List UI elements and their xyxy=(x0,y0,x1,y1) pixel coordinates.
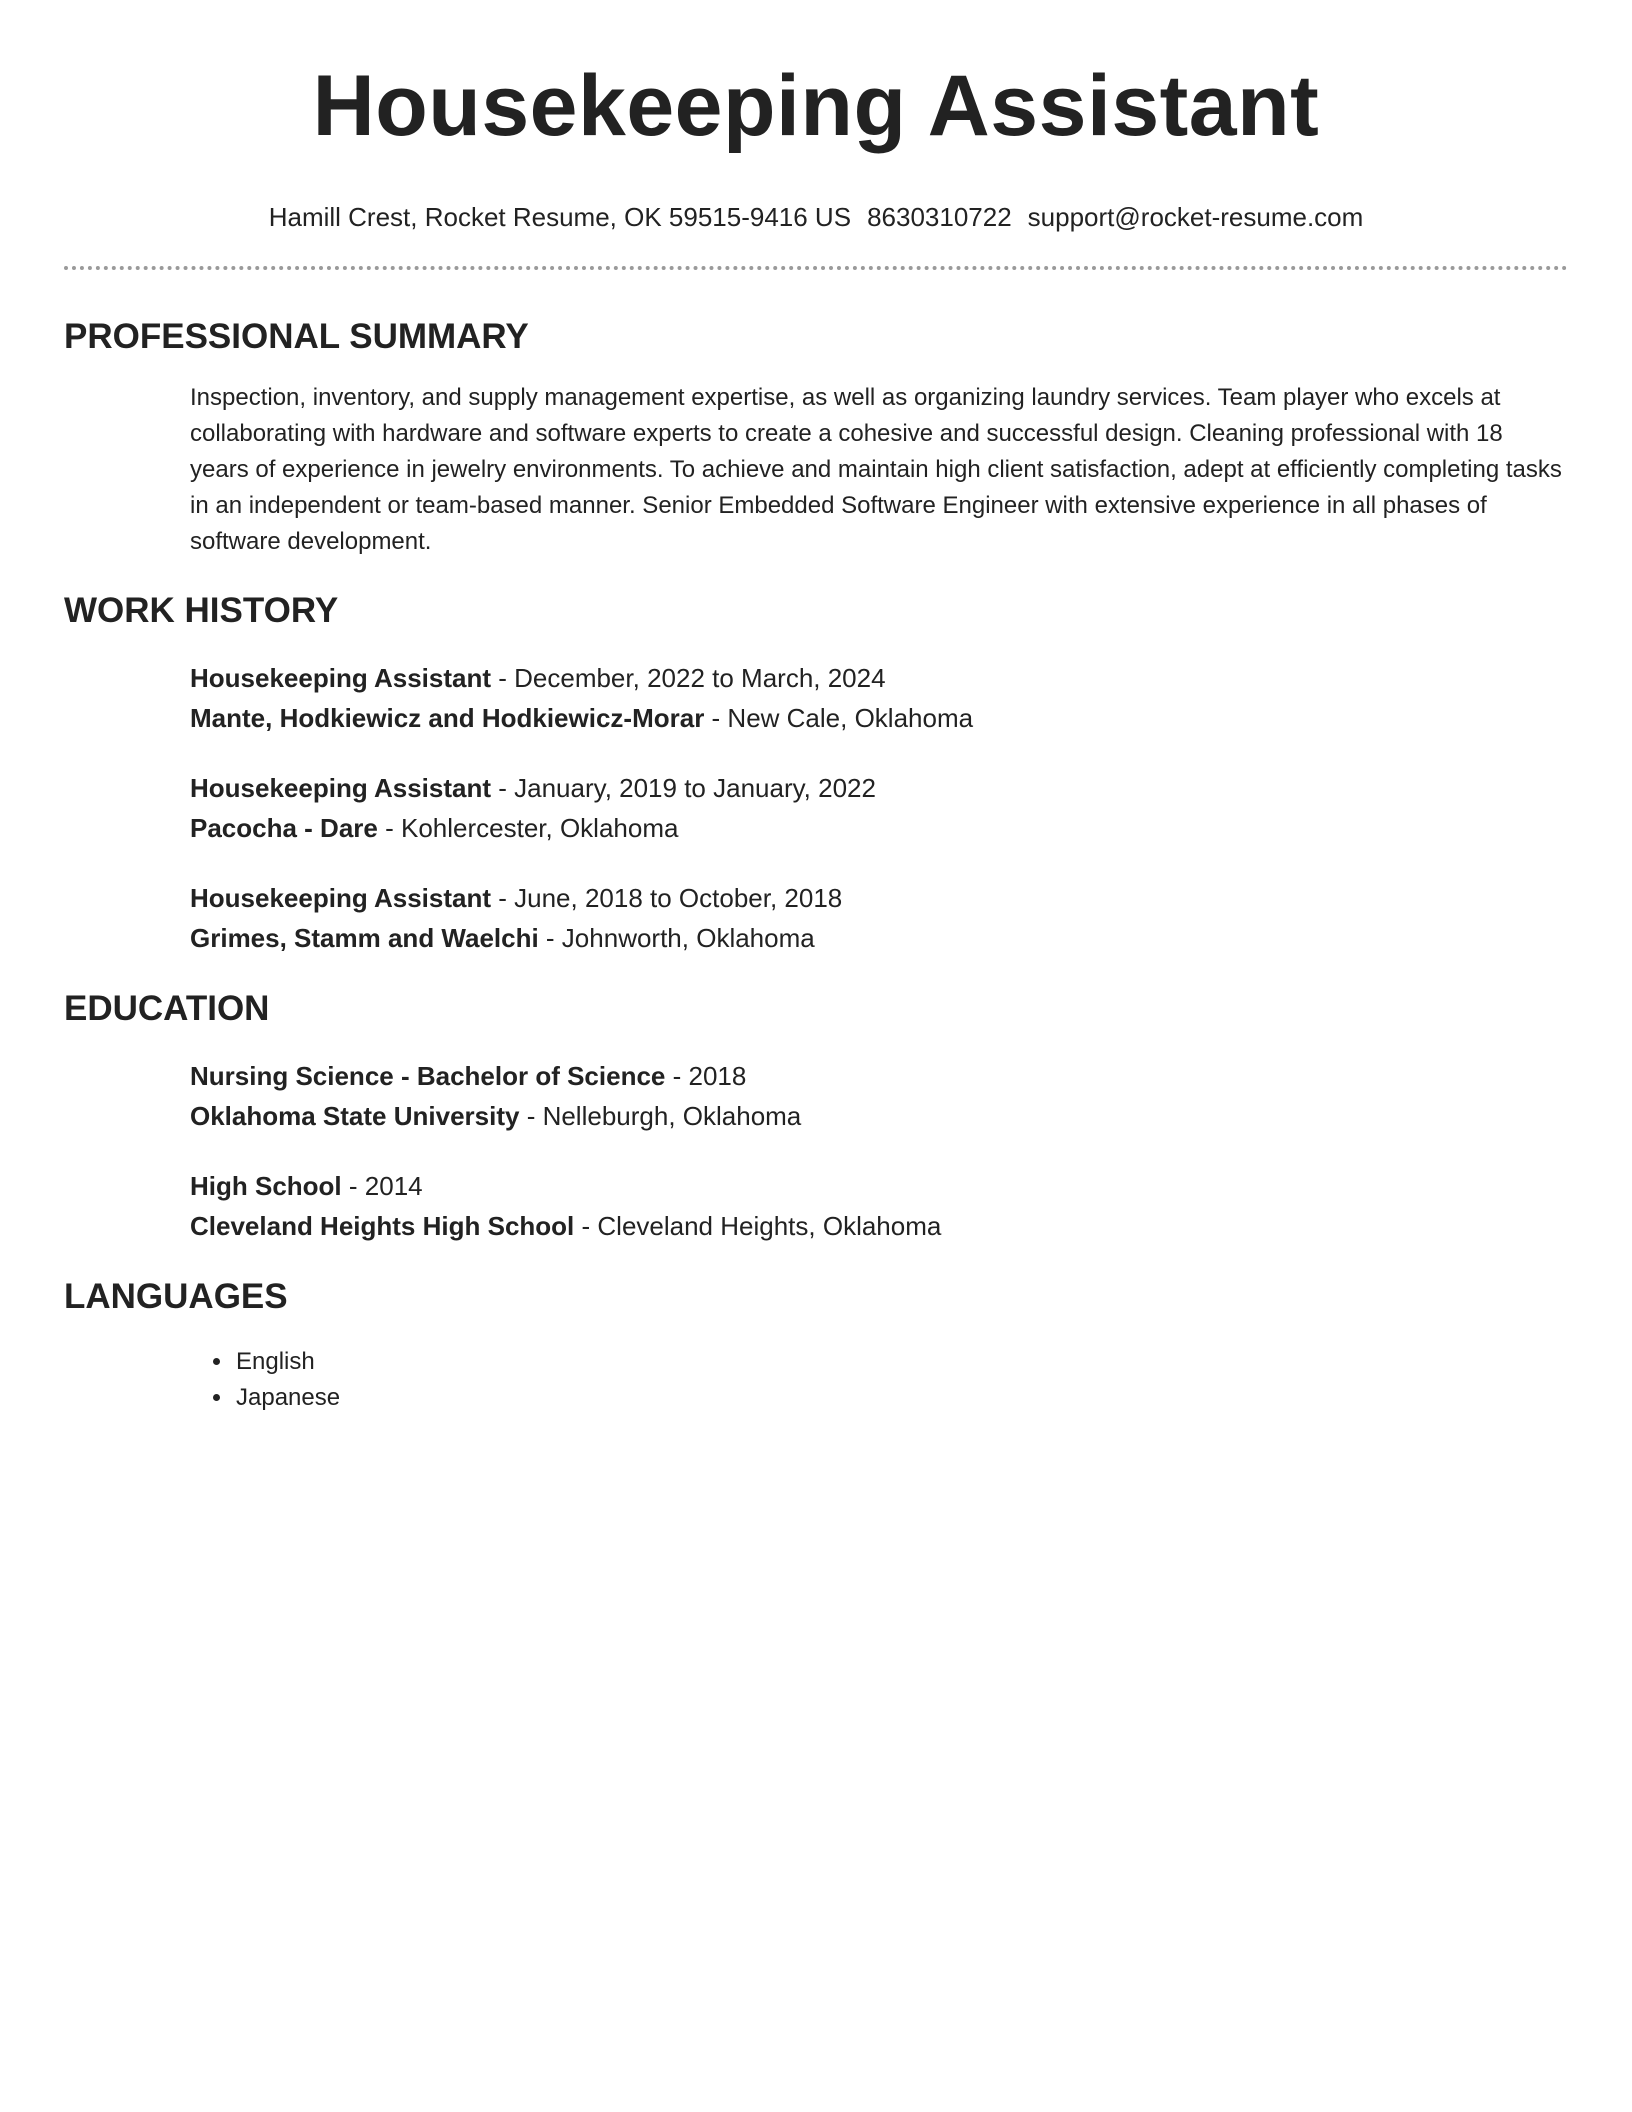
education-school-line xyxy=(190,1206,1568,1246)
summary-text: Inspection, inventory, and supply management expertise, as well as organizing laundry services. Team player who excels at collaborating with hardware and software experts to create a cohesive and successful design. Cleaning professional with 18 years of experience in jewelry environments. To achieve and maintain high client satisfaction, adept at efficiently completing tasks in an independent or team-based manner. Senior Embedded Software Engineer with extensive experience in all phases of software development. xyxy=(190,384,1562,555)
language-item: • English xyxy=(234,1344,1568,1380)
work-role-line xyxy=(190,878,1568,918)
work-location: - New Cale, Oklahoma xyxy=(704,703,974,733)
work-history-section-title: WORK HISTORY xyxy=(64,591,339,630)
work-dates: - January, 2019 to January, 2022 xyxy=(491,773,876,803)
education-year: - 2018 xyxy=(665,1061,747,1091)
work-location: - Johnworth, Oklahoma xyxy=(538,923,815,953)
contact-line xyxy=(64,200,1568,234)
contact-address: Hamill Crest, Rocket Resume, OK 59515-9416 US xyxy=(268,202,852,232)
summary-section-title: PROFESSIONAL SUMMARY xyxy=(64,317,529,356)
education-degree-line xyxy=(190,1056,1568,1096)
work-dates: - December, 2022 to March, 2024 xyxy=(491,663,886,693)
work-company-line xyxy=(190,918,1568,958)
work-company: Pacocha - Dare xyxy=(190,813,378,843)
work-entry xyxy=(190,768,1568,848)
contact-email: support@rocket-resume.com xyxy=(1027,202,1364,232)
work-role: Housekeeping Assistant xyxy=(190,773,492,803)
work-company: Mante, Hodkiewicz and Hodkiewicz-Morar xyxy=(190,703,705,733)
header-divider xyxy=(64,266,1568,270)
education-school: Cleveland Heights High School xyxy=(190,1211,575,1241)
education-degree-line xyxy=(190,1166,1568,1206)
work-location: - Kohlercester, Oklahoma xyxy=(377,813,679,843)
work-company-line xyxy=(190,698,1568,738)
work-company-line xyxy=(190,808,1568,848)
education-entry xyxy=(190,1056,1568,1136)
work-entry xyxy=(190,878,1568,958)
education-year: - 2014 xyxy=(341,1171,423,1201)
work-role-line xyxy=(190,658,1568,698)
education-section-title: EDUCATION xyxy=(64,989,270,1028)
work-role-line xyxy=(190,768,1568,808)
work-company: Grimes, Stamm and Waelchi xyxy=(190,923,539,953)
education-location: - Nelleburgh, Oklahoma xyxy=(519,1101,802,1131)
resume-name-title: Housekeeping Assistant xyxy=(312,58,1320,154)
education-school: Oklahoma State University xyxy=(190,1101,520,1131)
education-school-line xyxy=(190,1096,1568,1136)
language-item: • Japanese xyxy=(234,1380,1568,1416)
work-dates: - June, 2018 to October, 2018 xyxy=(491,883,843,913)
contact-phone: 8630310722 xyxy=(867,202,1012,232)
education-list xyxy=(190,1056,1568,1246)
languages-section-title: LANGUAGES xyxy=(64,1277,288,1316)
languages-list xyxy=(234,1344,1568,1416)
education-degree: Nursing Science - Bachelor of Science xyxy=(190,1061,666,1091)
work-history-list xyxy=(190,658,1568,958)
education-degree: High School xyxy=(190,1171,342,1201)
education-location: - Cleveland Heights, Oklahoma xyxy=(574,1211,942,1241)
work-role: Housekeeping Assistant xyxy=(190,883,492,913)
education-entry xyxy=(190,1166,1568,1246)
work-role: Housekeeping Assistant xyxy=(190,663,492,693)
work-entry xyxy=(190,658,1568,738)
